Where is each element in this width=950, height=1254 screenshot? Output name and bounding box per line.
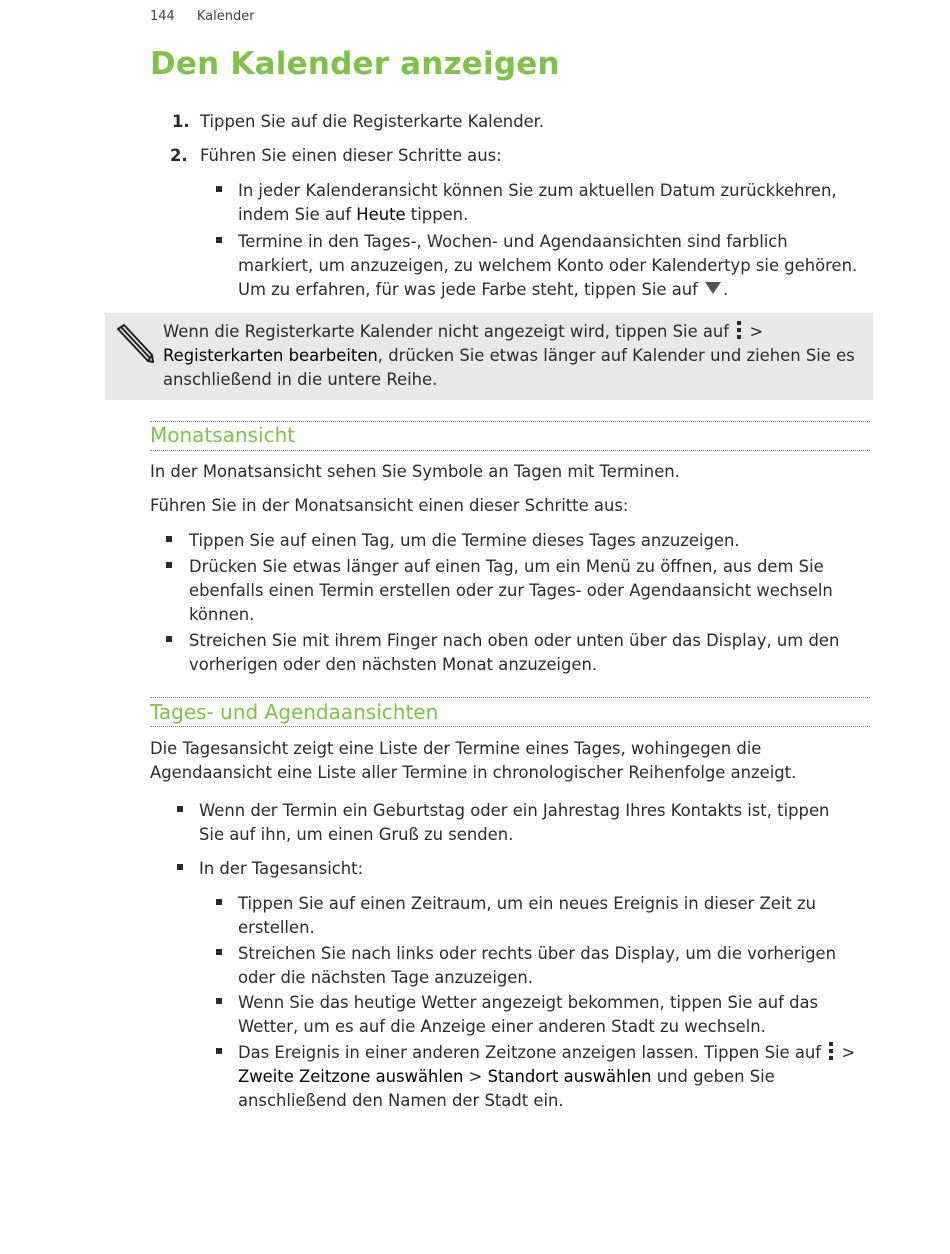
bullet-text: Wenn Sie das heutige Wetter angezeigt bekommen, tippen Sie auf das bbox=[238, 993, 819, 1012]
triangle-down-icon bbox=[705, 282, 721, 294]
paragraph: Führen Sie in der Monatsansicht einen dieser Schritte aus: bbox=[150, 496, 629, 515]
choose-location-label: Standort auswählen bbox=[487, 1067, 652, 1086]
bullet-text: Sie auf ihn, um einen Gruß zu senden. bbox=[199, 825, 514, 844]
bullet-text: erstellen. bbox=[238, 918, 315, 937]
paragraph: Agendaansicht eine Liste aller Termine in chronologischer Reihenfolge anzeigt. bbox=[150, 763, 797, 782]
bullet-text: Wenn der Termin ein Geburtstag oder ein Jahrestag Ihres Kontakts ist, tippen bbox=[199, 801, 830, 820]
note-text: Registerkarten bearbeiten, drücken Sie etwas länger auf Kalender und ziehen Sie es bbox=[163, 346, 855, 365]
chapter-name: Kalender bbox=[196, 9, 255, 24]
page-title: Den Kalender anzeigen bbox=[150, 46, 560, 82]
step-text: Führen Sie einen dieser Schritte aus: bbox=[200, 146, 502, 165]
bullet-text: Termine in den Tages-, Wochen- und Agendaansichten sind farblich bbox=[238, 232, 788, 251]
bullet-text: indem Sie auf Heute tippen. bbox=[238, 205, 469, 224]
note-text: Wenn die Registerkarte Kalender nicht angezeigt wird, tippen Sie auf > bbox=[163, 322, 764, 341]
bullet-text: Um zu erfahren, für was jede Farbe steht, tippen Sie auf . bbox=[238, 280, 729, 299]
section-divider bbox=[150, 450, 870, 451]
bullet-marker bbox=[166, 636, 172, 642]
section-heading-tages: Tages- und Agendaansichten bbox=[150, 700, 439, 724]
bullet-text: Tippen Sie auf einen Zeitraum, um ein neues Ereignis in dieser Zeit zu bbox=[238, 894, 817, 913]
bullet-marker bbox=[177, 864, 183, 870]
bullet-text: Streichen Sie mit ihrem Finger nach oben oder unten über das Display, um den bbox=[189, 631, 840, 650]
bullet-text: Zweite Zeitzone auswählen > Standort auswählen und geben Sie bbox=[238, 1067, 775, 1086]
bullet-text: ebenfalls einen Termin erstellen oder zur Tages- oder Agendaansicht wechseln bbox=[189, 581, 833, 600]
bullet-marker bbox=[166, 562, 172, 568]
menu-icon bbox=[737, 321, 741, 339]
note-box bbox=[105, 313, 873, 400]
paragraph: Die Tagesansicht zeigt eine Liste der Termine eines Tages, wohingegen die bbox=[150, 739, 762, 758]
bullet-text: vorherigen oder den nächsten Monat anzuzeigen. bbox=[189, 655, 598, 674]
bullet-marker bbox=[166, 536, 172, 542]
step-number: 1. bbox=[172, 112, 190, 131]
bullet-text: In jeder Kalenderansicht können Sie zum aktuellen Datum zurückkehren, bbox=[238, 181, 837, 200]
bullet-marker bbox=[216, 1048, 222, 1054]
section-divider bbox=[150, 697, 870, 698]
bullet-text: Tippen Sie auf einen Tag, um die Termine dieses Tages anzuzeigen. bbox=[189, 531, 740, 550]
bullet-text: Wetter, um es auf die Anzeige einer anderen Stadt zu wechseln. bbox=[238, 1017, 766, 1036]
edit-tabs-label: Registerkarten bearbeiten bbox=[163, 346, 378, 365]
bullet-marker bbox=[216, 899, 222, 905]
bullet-text: Drücken Sie etwas länger auf einen Tag, um ein Menü zu öffnen, aus dem Sie bbox=[189, 557, 824, 576]
bullet-text: markiert, um anzuzeigen, zu welchem Konto oder Kalendertyp sie gehören. bbox=[238, 256, 858, 275]
bullet-text: oder die nächsten Tage anzuzeigen. bbox=[238, 968, 533, 987]
bullet-marker bbox=[216, 998, 222, 1004]
bullet-marker bbox=[216, 949, 222, 955]
section-divider bbox=[150, 421, 870, 422]
bullet-text: können. bbox=[189, 605, 255, 624]
second-timezone-label: Zweite Zeitzone auswählen bbox=[238, 1067, 464, 1086]
page-header bbox=[150, 9, 255, 24]
bullet-text: anschließend den Namen der Stadt ein. bbox=[238, 1091, 564, 1110]
bullet-text: Das Ereignis in einer anderen Zeitzone anzeigen lassen. Tippen Sie auf > bbox=[238, 1043, 856, 1062]
bullet-marker bbox=[216, 186, 222, 192]
note-text: anschließend in die untere Reihe. bbox=[163, 370, 438, 389]
menu-icon bbox=[829, 1042, 833, 1060]
section-heading-monat: Monatsansicht bbox=[150, 423, 296, 447]
pencil-icon bbox=[114, 323, 154, 363]
bullet-marker bbox=[177, 806, 183, 812]
bullet-marker bbox=[216, 237, 222, 243]
heute-label: Heute bbox=[356, 205, 406, 224]
step-text: Tippen Sie auf die Registerkarte Kalender. bbox=[200, 112, 545, 131]
step-number: 2. bbox=[170, 146, 188, 165]
page-number: 144 bbox=[150, 9, 175, 24]
bullet-text: Streichen Sie nach links oder rechts über das Display, um die vorherigen bbox=[238, 944, 836, 963]
bullet-text: In der Tagesansicht: bbox=[199, 859, 364, 878]
section-divider bbox=[150, 726, 870, 727]
paragraph: In der Monatsansicht sehen Sie Symbole an Tagen mit Terminen. bbox=[150, 462, 680, 481]
